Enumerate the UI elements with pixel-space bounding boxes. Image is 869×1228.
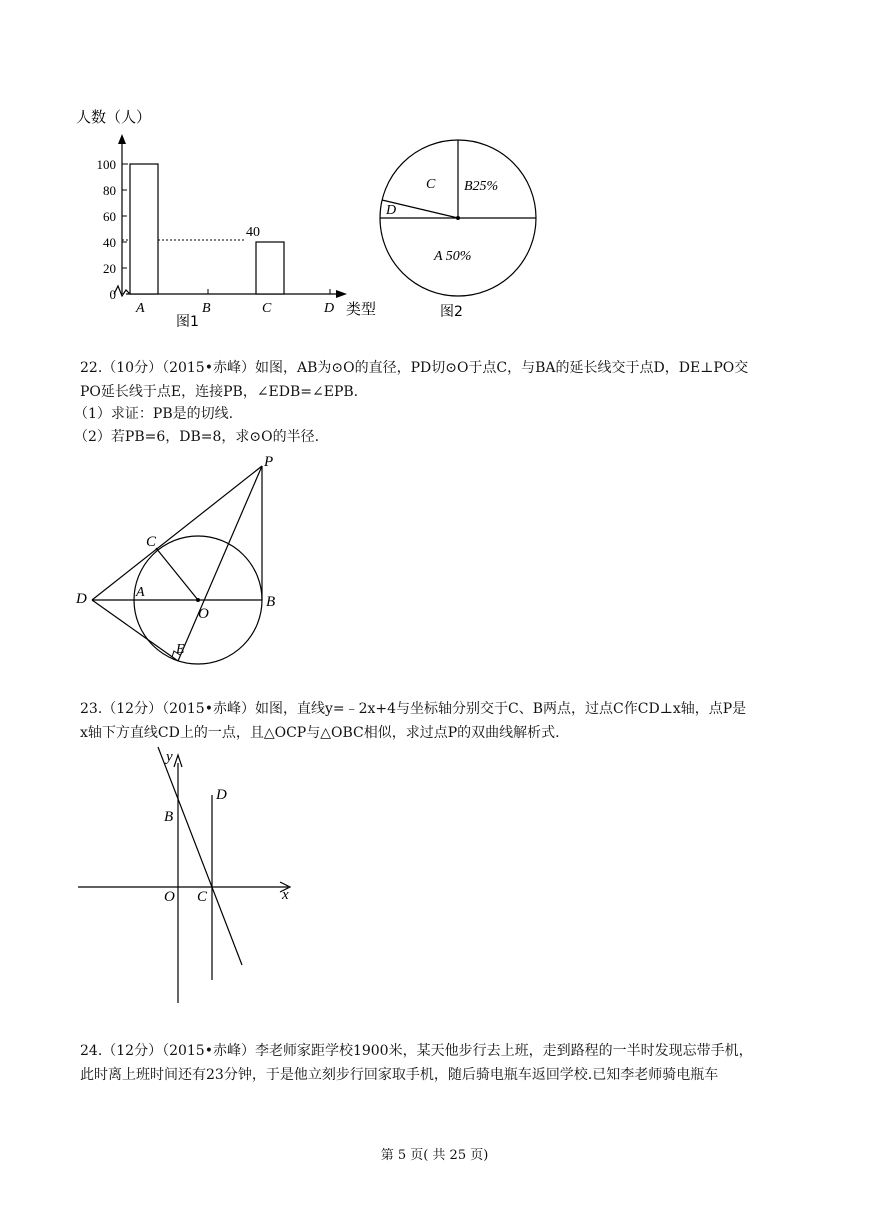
point-label-b: B: [164, 809, 174, 825]
y-tick-label: 100: [96, 157, 116, 172]
point-label-o: O: [198, 606, 209, 622]
y-tick-label: 60: [103, 209, 116, 224]
q22-line-2: PO延长线于点E，连接PB，∠EDB=∠EPB.: [80, 384, 359, 400]
pie-center-dot: [456, 216, 460, 220]
segment-pe: [178, 466, 262, 661]
y-tick-label: 0: [109, 287, 116, 302]
x-tick-label: D: [324, 301, 335, 316]
q22-geometry-figure: [70, 452, 290, 667]
q23-coordinate-figure: [70, 745, 310, 1007]
y-tick-label: 40: [103, 235, 116, 250]
axis-label-x: x: [282, 887, 289, 903]
y-tick-label: 80: [103, 183, 116, 198]
point-label-o: O: [164, 889, 175, 905]
point-label-b: B: [266, 594, 276, 610]
point-label-e: E: [176, 642, 185, 657]
q24-line-1: 24.（12分）（2015•赤峰）李老师家距学校1900米，某天他步行去上班，走到路程的一半时发现忘带手机，: [80, 1043, 753, 1059]
center-dot-o: [196, 598, 200, 602]
q22-part-1: （1）求证：PB是的切线.: [74, 406, 234, 422]
pie-chart-figure: [378, 138, 548, 323]
x-axis-arrow: [336, 290, 347, 298]
x-tick-label: C: [262, 301, 272, 316]
y-axis-arrow: [118, 134, 126, 144]
page-footer: 第 5 页( 共 25 页): [380, 1148, 489, 1163]
line-y-2x-4: [158, 747, 242, 965]
chart-xlabel: 类型: [346, 300, 377, 318]
point-label-c: C: [146, 534, 157, 550]
point-label-d: D: [76, 591, 87, 607]
chart-ylabel: 人数（人）: [76, 108, 152, 126]
bar-chart-figure: [70, 100, 390, 330]
segment-dp: [92, 466, 262, 600]
segment-oc: [156, 548, 198, 600]
y-tick-label: 20: [103, 261, 116, 276]
figure-caption-2: 图2: [440, 304, 463, 320]
bar-data-label: 40: [246, 225, 260, 240]
q22-part-2: （2）若PB=6，DB=8，求⊙O的半径.: [74, 429, 320, 445]
pie-label-c: C: [426, 177, 436, 192]
x-tick-label: A: [136, 301, 145, 316]
point-label-d: D: [216, 787, 227, 803]
q22-line-1: 22.（10分）（2015•赤峰）如图，AB为⊙O的直径，PD切⊙O于点C，与BA的延长线交于点D，DE⊥PO交: [80, 360, 749, 376]
point-label-a: A: [136, 585, 145, 600]
point-label-c: C: [197, 889, 208, 905]
bar-c: [256, 242, 284, 294]
x-tick-label: B: [202, 301, 211, 316]
q24-line-2: 此时离上班时间还有23分钟，于是他立刻步行回家取手机，随后骑电瓶车返回学校.已知李老师骑电瓶车: [80, 1067, 719, 1083]
q23-line-1: 23.（12分）（2015•赤峰）如图，直线y=﹣2x+4与坐标轴分别交于C、B两点，过点C作CD⊥x轴，点P是: [80, 701, 747, 717]
figure-caption-1: 图1: [176, 314, 199, 330]
bar-a: [130, 164, 158, 294]
point-label-p: P: [264, 454, 274, 470]
q23-line-2: x轴下方直线CD上的一点，且△OCP与△OBC相似，求过点P的双曲线解析式.: [80, 725, 560, 741]
pie-label-a: A 50%: [434, 249, 472, 264]
axis-label-y: y: [166, 749, 173, 765]
pie-label-b: B25%: [464, 179, 499, 194]
pie-label-d: D: [386, 203, 397, 218]
